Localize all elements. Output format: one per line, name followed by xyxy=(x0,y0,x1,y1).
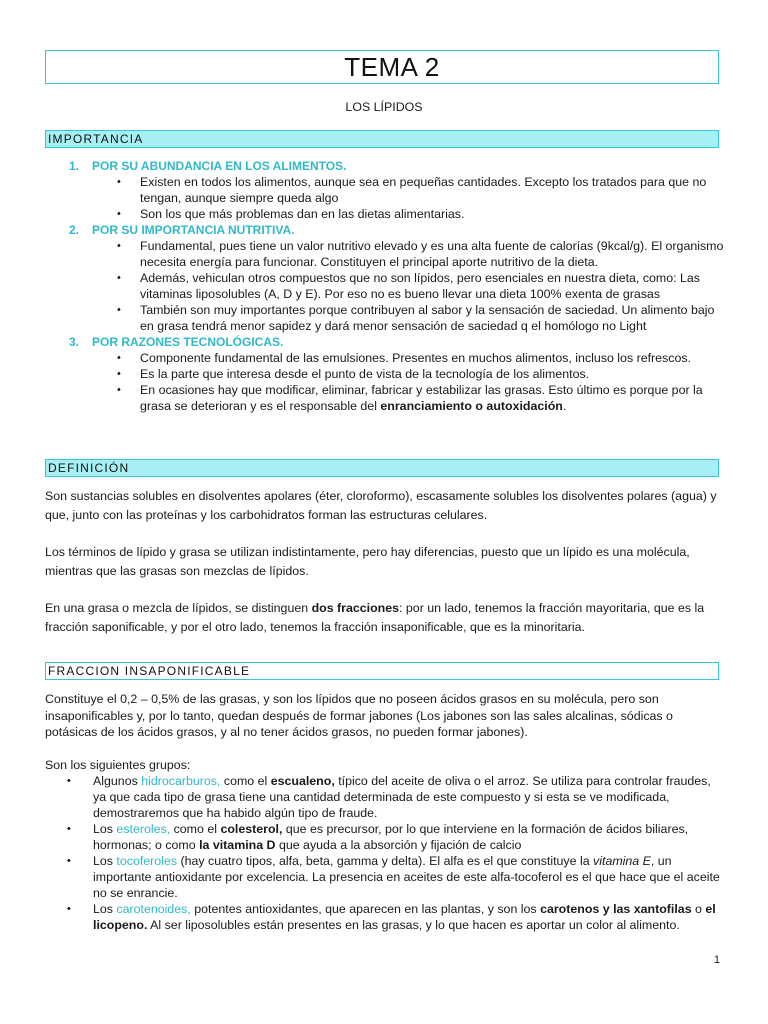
section-heading-insaponificable: FRACCION INSAPONIFICABLE xyxy=(45,662,719,680)
bullet-item: • Fundamental, pues tiene un valor nutritivo elevado y es una alta fuente de calorías (9kcal/g). El organismo necesita energía para funcionar. Constituyen el principal aporte nutritivo de la dieta. xyxy=(117,239,724,269)
list-item: 1. POR SU ABUNDANCIA EN LOS ALIMENTOS. xyxy=(69,159,347,173)
section-heading-importancia: IMPORTANCIA xyxy=(45,130,719,148)
bullet-icon: • xyxy=(117,304,121,316)
page-title: TEMA 2 xyxy=(344,52,440,82)
bullet-item: • Son los que más problemas dan en las dietas alimentarias. xyxy=(117,207,465,221)
paragraph: Son los siguientes grupos: xyxy=(45,757,191,772)
bullet-item: • Los carotenoides, potentes antioxidantes, que aparecen en las plantas, y son los carotenos y las xantofilas o el licopeno. Al ser liposolubles están presentes en las grasas, y lo que hacen es aportar un color al alimento. xyxy=(67,901,716,932)
title-box xyxy=(45,50,719,84)
bullet-item: • Componente fundamental de las emulsiones. Presentes en muchos alimentos, incluso los refrescos. xyxy=(117,351,691,365)
bullet-icon: • xyxy=(117,176,121,188)
bullet-icon: • xyxy=(117,208,121,220)
section-heading-definicion: DEFINICIÓN xyxy=(45,459,719,477)
bullet-icon: • xyxy=(67,854,71,867)
bullet-icon: • xyxy=(117,384,121,396)
paragraph: Constituye el 0,2 – 0,5% de las grasas, y son los lípidos que no poseen ácidos grasos en su molécula, pero son insaponificables y, por lo tanto, quedan después de formar jabones (Los jabones son las sales alcalinas, sódicas o potásicas de los ácidos grasos, y al no tener ácidos grasos, no pueden formar jabones). xyxy=(45,692,673,739)
bullet-icon: • xyxy=(67,902,71,915)
list-item: 3. POR RAZONES TECNOLÓGICAS. xyxy=(69,335,284,349)
page-number: 1 xyxy=(713,954,720,966)
bullet-item: • Existen en todos los alimentos, aunque sea en pequeñas cantidades. Excepto los tratados para que no tengan, aunque siempre queda algo xyxy=(117,175,707,205)
bullet-icon: • xyxy=(67,822,71,835)
definicion-body xyxy=(45,487,725,636)
bullet-item: • Algunos hidrocarburos, como el escualeno, típico del aceite de oliva o el arroz. Se utiliza para controlar fraudes, ya que cada tipo de grasa tiene una cantidad determinada de este compuesto y si esta se ve modificada, demostraremos que ha habido algún tipo de fraude. xyxy=(67,773,711,820)
insaponificable-body xyxy=(45,691,725,933)
paragraph: Son sustancias solubles en disolventes apolares (éter, cloroformo), escasamente solubles los disolventes polares (agua) y que, junto con las proteínas y los carbohidratos forman las estructuras celulares. xyxy=(45,489,717,522)
bullet-item: • Además, vehiculan otros compuestos que no son lípidos, pero esenciales en nuestra dieta, como: Las vitaminas liposolubles (A, D y E). Por eso no es bueno llevar una dieta 100% exenta de grasas xyxy=(117,271,700,301)
bullet-icon: • xyxy=(67,774,71,787)
page-subtitle: LOS LÍPIDOS xyxy=(345,100,423,114)
bullet-icon: • xyxy=(117,240,121,252)
bullet-item: • Los tocoferoles (hay cuatro tipos, alfa, beta, gamma y delta). El alfa es el que constituye la vitamina E, un importante antioxidante por excelencia. La presencia en aceites de este alfa-tocoferol es el que hace que el aceite no se enrancie. xyxy=(67,853,720,900)
bullet-icon: • xyxy=(117,368,121,380)
bullet-item: • Es la parte que interesa desde el punto de vista de la tecnología de los alimentos. xyxy=(117,367,590,381)
bullet-icon: • xyxy=(117,352,121,364)
importancia-list xyxy=(45,158,725,414)
bullet-icon: • xyxy=(117,272,121,284)
bullet-item: • Los esteroles, como el colesterol, que es precursor, por lo que interviene en la formación de ácidos biliares, hormonas; o como la vitamina D que ayuda a la absorción y fijación de calcio xyxy=(67,821,689,852)
paragraph: Los términos de lípido y grasa se utilizan indistintamente, pero hay diferencias, puesto que un lípido es una molécula, mientras que las grasas son mezclas de lípidos. xyxy=(45,545,690,578)
bullet-item: • También son muy importantes porque contribuyen al sabor y la sensación de saciedad. Un alimento bajo en grasa tendrá menor sapidez y dará menor sensación de saciedad q el homólogo no Light xyxy=(117,303,715,333)
paragraph: En una grasa o mezcla de lípidos, se distinguen dos fracciones: por un lado, tenemos la fracción mayoritaria, que es la fracción saponificable, y por el otro lado, tenemos la fracción insaponificable, que es la minoritaria. xyxy=(45,601,705,634)
list-item: 2. POR SU IMPORTANCIA NUTRITIVA. xyxy=(69,223,295,237)
bullet-item: • En ocasiones hay que modificar, eliminar, fabricar y estabilizar las grasas. Esto último es porque por la grasa se deterioran y es el responsable del enranciamiento o autoxidación. xyxy=(117,383,703,413)
